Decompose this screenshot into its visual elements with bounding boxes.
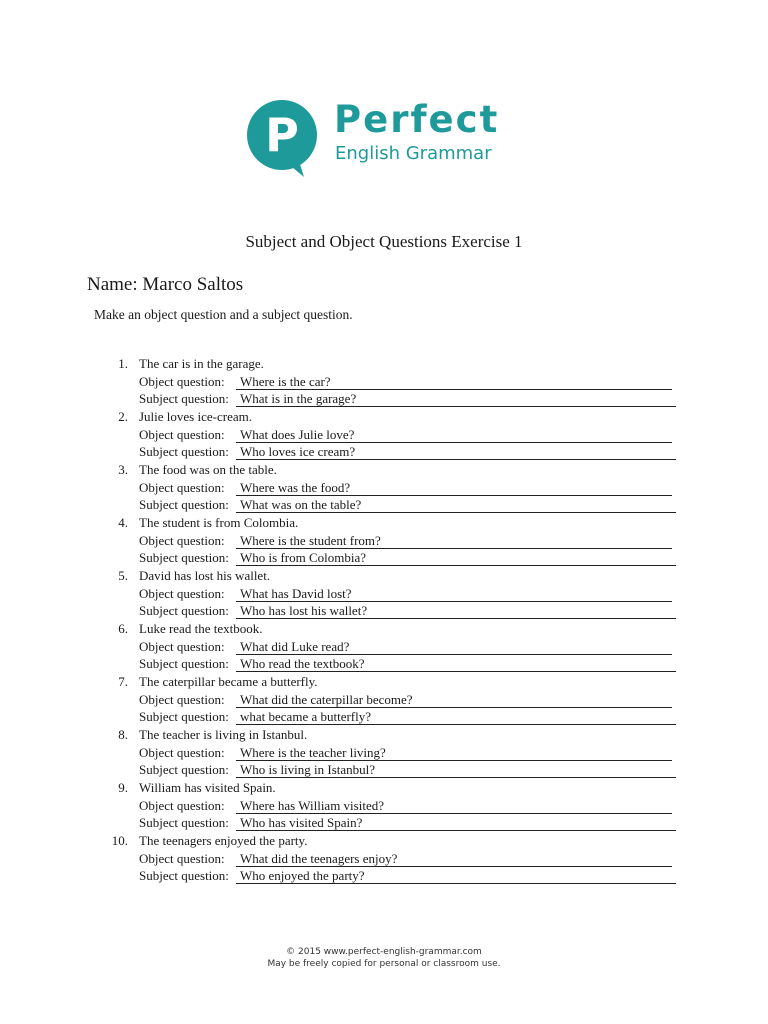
question-item	[0, 461, 768, 514]
student-name	[87, 274, 243, 296]
object-question-answer: What has David lost?	[236, 585, 672, 602]
subject-question-label: Subject question:	[139, 603, 229, 618]
question-sentence: Julie loves ice-cream.	[139, 409, 252, 424]
name-label: Name:	[87, 274, 138, 295]
subject-question-label: Subject question:	[139, 815, 229, 830]
object-question-label: Object question:	[139, 798, 225, 813]
question-item	[0, 620, 768, 673]
footer	[0, 946, 768, 970]
logo-title: Perfect	[334, 98, 500, 141]
question-number: 7.	[118, 674, 128, 689]
object-question-label: Object question:	[139, 427, 225, 442]
question-number: 1.	[118, 356, 128, 371]
object-question-label: Object question:	[139, 745, 225, 760]
logo-subtitle: English Grammar	[335, 143, 492, 164]
subject-question-label: Subject question:	[139, 709, 229, 724]
question-number: 3.	[118, 462, 128, 477]
question-sentence: The student is from Colombia.	[139, 515, 299, 530]
subject-question-label: Subject question:	[139, 762, 229, 777]
question-item	[0, 567, 768, 620]
usage-note: May be freely copied for personal or classroom use.	[267, 959, 501, 969]
subject-question-answer: Who has lost his wallet?	[236, 602, 676, 619]
question-item	[0, 779, 768, 832]
question-item	[0, 673, 768, 726]
subject-question-label: Subject question:	[139, 497, 229, 512]
question-number: 9.	[118, 780, 128, 795]
logo-letter: P	[265, 108, 299, 162]
object-question-answer: Where is the student from?	[236, 532, 672, 549]
object-question-answer: What did the caterpillar become?	[236, 691, 672, 708]
subject-question-answer: What is in the garage?	[236, 390, 676, 407]
subject-question-answer: What was on the table?	[236, 496, 676, 513]
question-sentence: William has visited Spain.	[139, 780, 276, 795]
logo	[242, 98, 532, 178]
object-question-answer: What does Julie love?	[236, 426, 672, 443]
speech-bubble-logo-icon	[242, 98, 328, 178]
page-title: Subject and Object Questions Exercise 1	[245, 232, 523, 251]
copyright-text: © 2015 www.perfect-english-grammar.com	[286, 947, 482, 957]
subject-question-answer: Who loves ice cream?	[236, 443, 676, 460]
object-question-answer: Where is the car?	[236, 373, 672, 390]
object-question-label: Object question:	[139, 639, 225, 654]
subject-question-answer: Who is living in Istanbul?	[236, 761, 676, 778]
question-sentence: The teenagers enjoyed the party.	[139, 833, 308, 848]
question-sentence: The food was on the table.	[139, 462, 277, 477]
question-item	[0, 355, 768, 408]
question-item	[0, 832, 768, 885]
question-item	[0, 408, 768, 461]
object-question-label: Object question:	[139, 851, 225, 866]
instructions: Make an object question and a subject question.	[94, 307, 353, 322]
question-number: 10.	[111, 833, 128, 848]
question-number: 4.	[118, 515, 128, 530]
question-number: 5.	[118, 568, 128, 583]
object-question-answer: Where was the food?	[236, 479, 672, 496]
object-question-answer: Where is the teacher living?	[236, 744, 672, 761]
object-question-label: Object question:	[139, 374, 225, 389]
subject-question-label: Subject question:	[139, 550, 229, 565]
question-number: 2.	[118, 409, 128, 424]
object-question-answer: What did the teenagers enjoy?	[236, 850, 672, 867]
subject-question-answer: Who enjoyed the party?	[236, 867, 676, 884]
subject-question-answer: Who is from Colombia?	[236, 549, 676, 566]
subject-question-answer: what became a butterfly?	[236, 708, 676, 725]
question-item	[0, 514, 768, 567]
object-question-label: Object question:	[139, 533, 225, 548]
subject-question-answer: Who has visited Spain?	[236, 814, 676, 831]
question-list	[0, 355, 768, 885]
object-question-label: Object question:	[139, 586, 225, 601]
question-number: 8.	[118, 727, 128, 742]
question-sentence: The teacher is living in Istanbul.	[139, 727, 308, 742]
subject-question-label: Subject question:	[139, 656, 229, 671]
object-question-answer: What did Luke read?	[236, 638, 672, 655]
subject-question-answer: Who read the textbook?	[236, 655, 676, 672]
question-sentence: David has lost his wallet.	[139, 568, 271, 583]
name-value: Marco Saltos	[142, 274, 244, 295]
subject-question-label: Subject question:	[139, 868, 229, 883]
question-sentence: The car is in the garage.	[139, 356, 264, 371]
question-sentence: The caterpillar became a butterfly.	[139, 674, 318, 689]
object-question-answer: Where has William visited?	[236, 797, 672, 814]
question-sentence: Luke read the textbook.	[139, 621, 263, 636]
question-number: 6.	[118, 621, 128, 636]
object-question-label: Object question:	[139, 692, 225, 707]
object-question-label: Object question:	[139, 480, 225, 495]
subject-question-label: Subject question:	[139, 391, 229, 406]
subject-question-label: Subject question:	[139, 444, 229, 459]
question-item	[0, 726, 768, 779]
